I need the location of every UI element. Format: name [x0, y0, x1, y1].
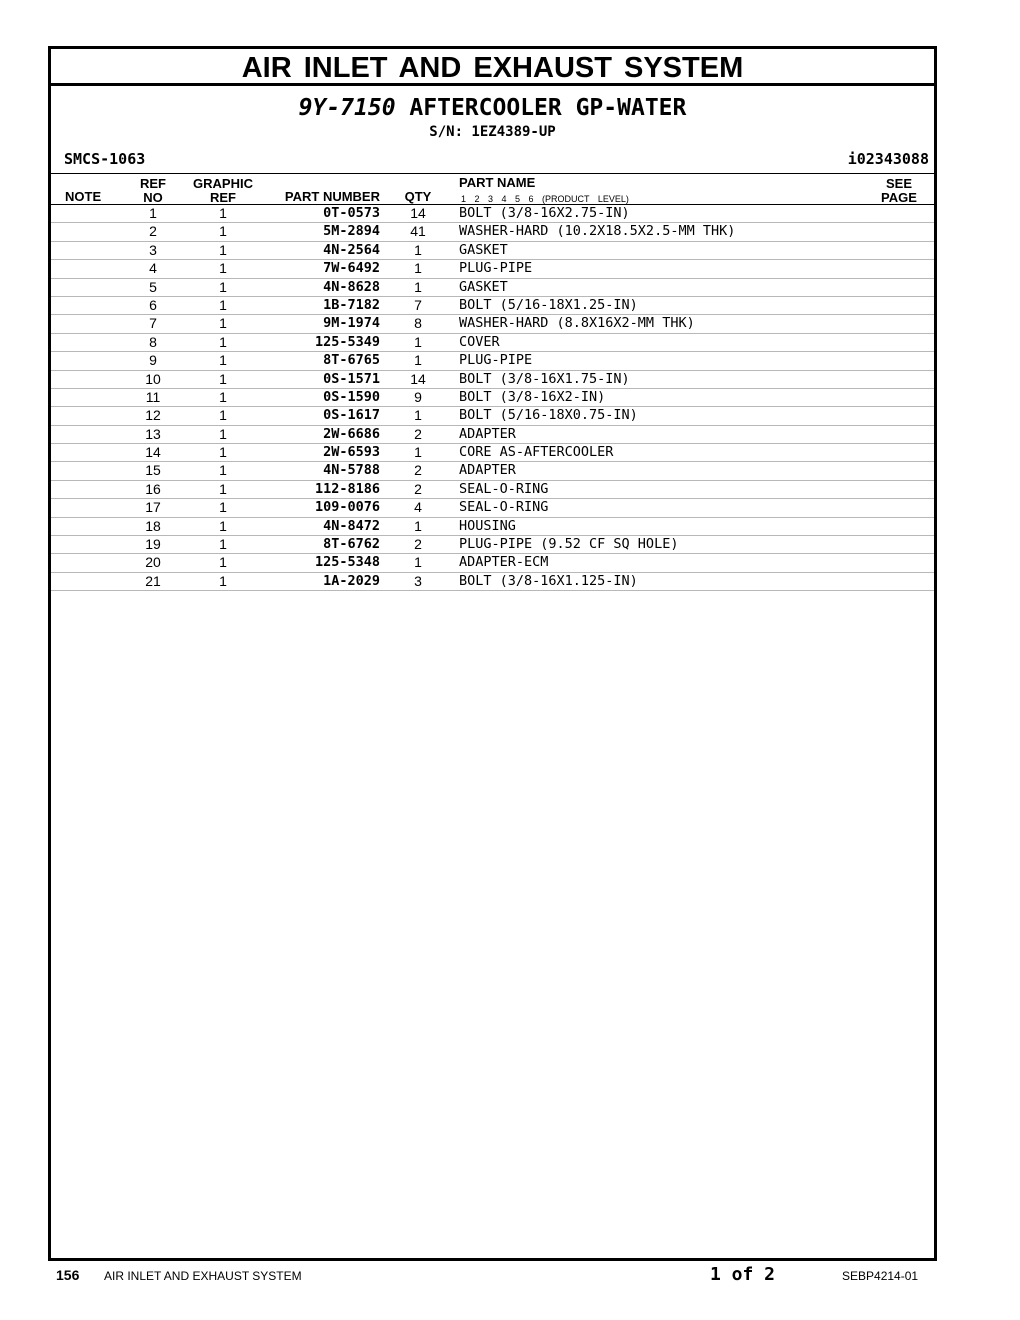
qty: 4: [414, 499, 422, 516]
header-see-top: SEE: [885, 176, 912, 191]
table-row: [51, 242, 934, 260]
part-name: PLUG-PIPE (9.52 CF SQ HOLE): [459, 536, 679, 553]
part-number: 2W-6686: [323, 425, 380, 442]
part-number: 4N-8472: [323, 517, 380, 534]
qty: 41: [410, 223, 426, 240]
footer-page-count: 1 of 2: [710, 1264, 776, 1285]
part-number: 8T-6762: [323, 536, 380, 553]
graphic-ref: 1: [219, 517, 227, 534]
ref-no: 6: [149, 296, 157, 313]
header-part-number: PART NUMBER: [284, 189, 380, 204]
parts-table-body: [51, 205, 934, 591]
part-name: COVER: [459, 333, 500, 350]
table-row: [51, 444, 934, 462]
footer-document-id: SEBP4214-01: [842, 1269, 919, 1283]
part-number: 7W-6492: [323, 260, 380, 277]
table-row: [51, 205, 934, 223]
qty: 1: [414, 278, 422, 295]
part-name: BOLT (3/8-16X1.75-IN): [459, 370, 630, 387]
ref-no: 17: [145, 499, 161, 516]
table-row: [51, 518, 934, 536]
header-see-bottom: PAGE: [881, 190, 917, 205]
table-row: [51, 499, 934, 517]
ref-no: 14: [145, 444, 161, 461]
header-see-page: [869, 177, 929, 205]
graphic-ref: 1: [219, 315, 227, 332]
qty: 1: [414, 517, 422, 534]
ref-no: 5: [149, 278, 157, 295]
graphic-ref: 1: [219, 480, 227, 497]
part-name: PLUG-PIPE: [459, 352, 533, 369]
part-name: BOLT (3/8-16X1.125-IN): [459, 572, 638, 589]
graphic-ref: 1: [219, 241, 227, 258]
page-frame: [48, 46, 937, 1261]
qty: 1: [414, 333, 422, 350]
ref-no: 10: [145, 370, 161, 387]
part-number: 4N-8628: [323, 278, 380, 295]
header-ref-bottom: NO: [143, 190, 163, 205]
part-number: 2W-6593: [323, 444, 380, 461]
graphic-ref: 1: [219, 536, 227, 553]
graphic-ref: 1: [219, 260, 227, 277]
part-name: GASKET: [459, 241, 508, 258]
table-row: [51, 223, 934, 241]
graphic-ref: 1: [219, 205, 227, 221]
graphic-ref: 1: [219, 352, 227, 369]
table-row: [51, 260, 934, 278]
graphic-ref: 1: [219, 444, 227, 461]
part-number: 4N-2564: [323, 241, 380, 258]
part-name: SEAL-O-RING: [459, 499, 549, 516]
table-row: [51, 462, 934, 480]
header-product-levels: 1 2 3 4 5 6 (PRODUCT LEVEL): [461, 194, 629, 204]
qty: 7: [414, 296, 422, 313]
table-row: [51, 352, 934, 370]
ref-no: 16: [145, 480, 161, 497]
ref-no: 11: [145, 388, 161, 405]
smcs-code: SMCS-1063: [64, 150, 146, 168]
ref-no: 13: [145, 425, 161, 442]
ref-no: 7: [149, 315, 157, 332]
qty: 1: [414, 554, 422, 571]
table-row: [51, 315, 934, 333]
qty: 1: [414, 407, 422, 424]
part-name: HOUSING: [459, 517, 516, 534]
part-number: 9M-1974: [323, 315, 380, 332]
group-name: AFTERCOOLER GP-WATER: [409, 95, 687, 121]
table-row: [51, 371, 934, 389]
part-number: 5M-2894: [323, 223, 380, 240]
part-name: ADAPTER: [459, 425, 516, 442]
ref-no: 1: [149, 205, 157, 221]
qty: 9: [414, 388, 422, 405]
graphic-ref: 1: [219, 407, 227, 424]
header-graphic-bottom: REF: [210, 190, 236, 205]
part-number: 4N-5788: [323, 462, 380, 479]
part-name: BOLT (3/8-16X2-IN): [459, 388, 606, 405]
part-number: 0S-1571: [323, 370, 380, 387]
table-row: [51, 389, 934, 407]
ref-no: 15: [145, 462, 161, 479]
table-row: [51, 536, 934, 554]
ref-no: 8: [149, 333, 157, 350]
ref-no: 21: [145, 572, 161, 589]
ref-no: 9: [149, 352, 157, 369]
qty: 2: [414, 536, 422, 553]
ref-no: 4: [149, 260, 157, 277]
group-number: 9Y-7150: [298, 95, 396, 121]
graphic-ref: 1: [219, 462, 227, 479]
section-title: AIR INLET AND EXHAUST SYSTEM: [51, 49, 934, 86]
part-name: BOLT (5/16-18X0.75-IN): [459, 407, 638, 424]
illustration-id: i02343088: [847, 150, 929, 168]
part-number: 0S-1590: [323, 388, 380, 405]
ref-no: 2: [149, 223, 157, 240]
part-name: WASHER-HARD (10.2X18.5X2.5-MM THK): [459, 223, 736, 240]
table-row: [51, 297, 934, 315]
table-row: [51, 334, 934, 352]
graphic-ref: 1: [219, 333, 227, 350]
graphic-ref: 1: [219, 388, 227, 405]
part-name: CORE AS-AFTERCOOLER: [459, 444, 614, 461]
serial-range: S/N: 1EZ4389-UP: [429, 124, 556, 140]
footer-page-number: 156: [56, 1267, 80, 1283]
part-name: ADAPTER-ECM: [459, 554, 549, 571]
part-number: 125-5348: [314, 554, 380, 571]
graphic-ref: 1: [219, 499, 227, 516]
graphic-ref: 1: [219, 223, 227, 240]
part-name: BOLT (3/8-16X2.75-IN): [459, 205, 630, 221]
part-number: 0T-0573: [323, 205, 380, 221]
header-part-name: PART NAME: [459, 175, 536, 190]
qty: 2: [414, 462, 422, 479]
header-ref-no: [134, 177, 172, 205]
qty: 1: [414, 352, 422, 369]
qty: 14: [410, 205, 426, 221]
table-row: [51, 407, 934, 425]
table-row: [51, 573, 934, 591]
graphic-ref: 1: [219, 425, 227, 442]
group-title: [51, 96, 934, 120]
part-name: BOLT (5/16-18X1.25-IN): [459, 296, 638, 313]
qty: 14: [410, 370, 426, 387]
ref-no: 3: [149, 241, 157, 258]
part-number: 125-5349: [314, 333, 380, 350]
ref-no: 18: [145, 517, 161, 534]
part-name: GASKET: [459, 278, 508, 295]
table-row: [51, 554, 934, 572]
header-qty: QTY: [404, 189, 432, 204]
graphic-ref: 1: [219, 572, 227, 589]
table-header: [51, 173, 934, 205]
header-note: NOTE: [65, 189, 102, 204]
ref-no: 19: [145, 536, 161, 553]
part-name: SEAL-O-RING: [459, 480, 549, 497]
part-number: 109-0076: [314, 499, 380, 516]
part-number: 0S-1617: [323, 407, 380, 424]
qty: 3: [414, 572, 422, 589]
qty: 1: [414, 444, 422, 461]
header-ref-top: REF: [140, 176, 166, 191]
graphic-ref: 1: [219, 296, 227, 313]
qty: 2: [414, 480, 422, 497]
part-name: PLUG-PIPE: [459, 260, 533, 277]
part-number: 112-8186: [314, 480, 380, 497]
graphic-ref: 1: [219, 370, 227, 387]
qty: 1: [414, 241, 422, 258]
qty: 2: [414, 425, 422, 442]
part-number: 1A-2029: [323, 572, 380, 589]
graphic-ref: 1: [219, 554, 227, 571]
qty: 1: [414, 260, 422, 277]
table-row: [51, 481, 934, 499]
header-graphic-top: GRAPHIC: [193, 176, 253, 191]
part-number: 8T-6765: [323, 352, 380, 369]
part-name: ADAPTER: [459, 462, 516, 479]
table-row: [51, 426, 934, 444]
qty: 8: [414, 315, 422, 332]
header-graphic-ref: [193, 177, 253, 205]
ref-no: 12: [145, 407, 161, 424]
ref-no: 20: [145, 554, 161, 571]
footer-section-name: AIR INLET AND EXHAUST SYSTEM: [104, 1269, 302, 1283]
graphic-ref: 1: [219, 278, 227, 295]
part-name: WASHER-HARD (8.8X16X2-MM THK): [459, 315, 695, 332]
table-row: [51, 279, 934, 297]
part-number: 1B-7182: [323, 296, 380, 313]
